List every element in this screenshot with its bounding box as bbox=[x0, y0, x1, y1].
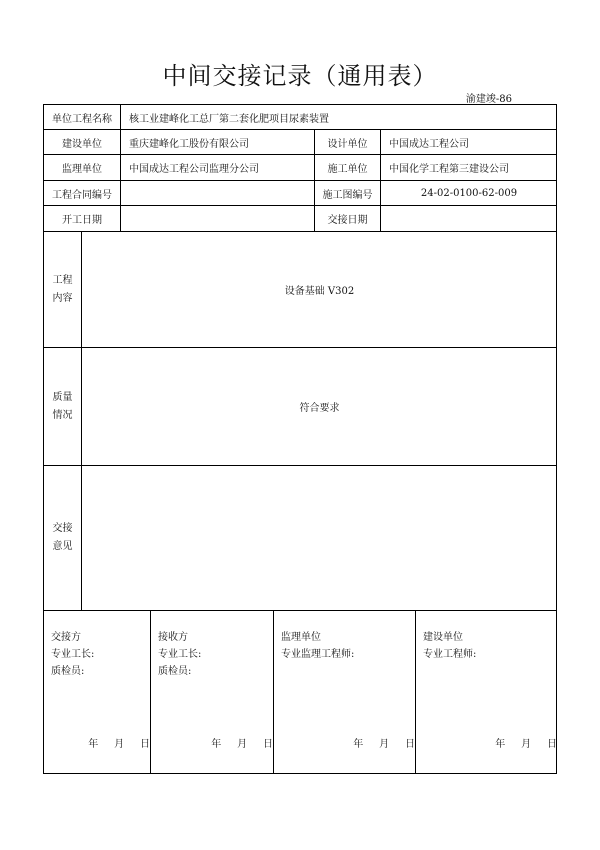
signature-handover bbox=[44, 611, 151, 773]
owner-title: 建设单位 bbox=[423, 632, 463, 643]
handover-date-label: 交接日期 bbox=[315, 206, 381, 232]
supervisor-date: 年 月 日 bbox=[353, 739, 415, 750]
construction-unit-value: 重庆建峰化工股份有限公司 bbox=[121, 130, 315, 155]
content-label-line2: 内容 bbox=[52, 292, 73, 304]
receiver-inspector: 质检员: bbox=[158, 666, 192, 677]
handover-title: 交接方 bbox=[51, 632, 81, 643]
project-name-value: 核工业建峰化工总厂第二套化肥项目尿素装置 bbox=[121, 105, 557, 130]
construction-unit-label: 建设单位 bbox=[44, 130, 121, 155]
receiver-foreman: 专业工长: bbox=[158, 649, 202, 660]
drawing-no-label: 施工图编号 bbox=[315, 181, 381, 206]
supervision-unit-label: 监理单位 bbox=[44, 155, 121, 181]
design-unit-label: 设计单位 bbox=[315, 130, 381, 155]
quality-value: 符合要求 bbox=[82, 348, 557, 466]
opinion-label-line2: 意见 bbox=[52, 541, 73, 552]
supervisor-title: 监理单位 bbox=[281, 632, 321, 643]
project-name-label: 单位工程名称 bbox=[44, 105, 121, 130]
handover-date-value bbox=[381, 206, 557, 232]
form-title: 中间交接记录（通用表） bbox=[162, 62, 438, 90]
contractor-value: 中国化学工程第三建设公司 bbox=[381, 155, 557, 181]
quality-label bbox=[44, 348, 82, 466]
content-value: 设备基础 V302 bbox=[82, 232, 557, 348]
handover-inspector: 质检员: bbox=[51, 666, 85, 677]
contractor-label: 施工单位 bbox=[315, 155, 381, 181]
owner-date: 年 月 日 bbox=[495, 739, 557, 750]
content-label bbox=[44, 232, 82, 348]
start-date-value bbox=[121, 206, 315, 232]
drawing-no-value: 24-02-0100-62-009 bbox=[381, 181, 557, 206]
design-unit-value: 中国成达工程公司 bbox=[381, 130, 557, 155]
opinion-label bbox=[44, 466, 82, 611]
receiver-date: 年 月 日 bbox=[211, 739, 273, 750]
signature-receiver bbox=[151, 611, 274, 773]
handover-date: 年 月 日 bbox=[88, 739, 150, 750]
quality-label-line2: 情况 bbox=[52, 409, 73, 421]
opinion-label-line1: 交接 bbox=[52, 523, 73, 534]
signature-supervisor bbox=[274, 611, 416, 773]
handover-foreman: 专业工长: bbox=[51, 649, 95, 660]
quality-label-line1: 质量 bbox=[52, 391, 73, 403]
start-date-label: 开工日期 bbox=[44, 206, 121, 232]
supervision-unit-value: 中国成达工程公司监理分公司 bbox=[121, 155, 315, 181]
form-code: 渝建竣-86 bbox=[465, 94, 512, 105]
signature-owner bbox=[416, 611, 557, 773]
contract-no-value bbox=[121, 181, 315, 206]
receiver-title: 接收方 bbox=[158, 632, 188, 643]
opinion-value bbox=[82, 466, 557, 611]
owner-engineer: 专业工程师: bbox=[423, 649, 477, 660]
supervisor-engineer: 专业监理工程师: bbox=[281, 649, 355, 660]
form-table bbox=[43, 104, 557, 774]
contract-no-label: 工程合同编号 bbox=[44, 181, 121, 206]
content-label-line1: 工程 bbox=[52, 274, 73, 286]
